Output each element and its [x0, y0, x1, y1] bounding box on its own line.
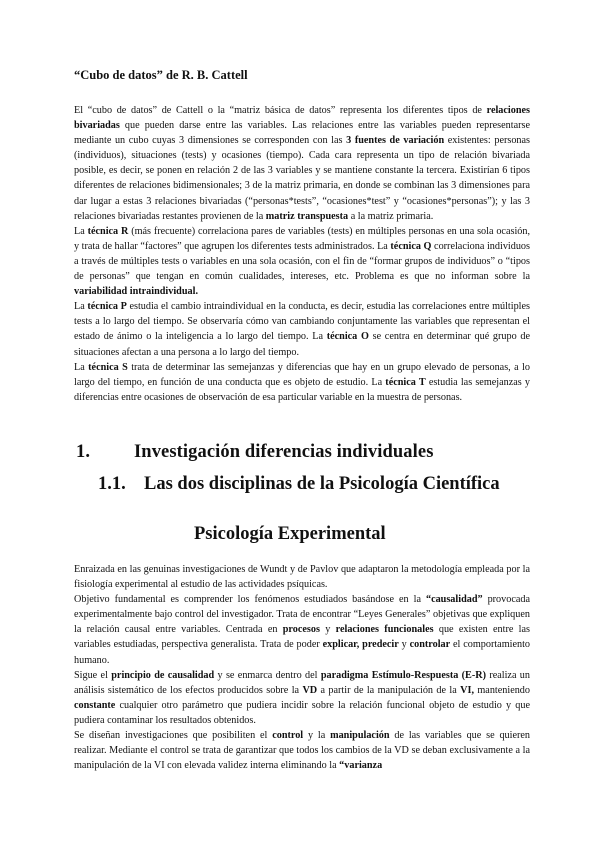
- bold-term: técnica S: [88, 361, 128, 373]
- paragraph: [74, 668, 530, 728]
- bold-term: paradigma Estímulo-Respuesta (E-R): [320, 669, 486, 681]
- text-run: y: [319, 624, 336, 636]
- heading-number: 1.: [76, 442, 91, 462]
- cattell-cube-text: [74, 103, 530, 405]
- subheading-number: 1.1.: [98, 474, 126, 494]
- paragraph: [74, 360, 530, 405]
- text-run: y la: [303, 730, 331, 742]
- text-run: La: [74, 361, 89, 373]
- bold-term: control: [272, 730, 304, 742]
- text-run: La: [74, 225, 88, 237]
- bold-term: variabilidad intraindividual.: [74, 286, 198, 298]
- heading-level-1: [76, 442, 434, 463]
- bold-term: relaciones bivariadas: [74, 105, 530, 132]
- text-run: Se diseñan investigaciones que posibiliten el: [74, 730, 273, 742]
- text-run: se centra en determinar qué grupo de situaciones afectan a una persona a lo largo del tiempo.: [74, 331, 531, 358]
- text-run: estudia las semejanzas y diferencias entre ocasiones de observación de esa particular variable en la muestra de personas.: [74, 376, 530, 403]
- text-run: Objetivo fundamental es comprender los fenómenos estudiados basándose en la: [74, 594, 426, 606]
- paragraph: [74, 562, 530, 592]
- text-run: que pueden darse entre las variables. Las relaciones entre las variables pueden representarse mediante un cubo cuyas 3 dimensiones se corresponden con las: [74, 120, 530, 147]
- paragraph: [74, 224, 530, 299]
- paragraph: [74, 299, 530, 359]
- subheading-text: Las dos disciplinas de la Psicología Científica: [144, 474, 500, 494]
- bold-term: matriz transpuesta: [265, 210, 349, 222]
- bold-term: “varianza: [339, 760, 383, 772]
- bold-term: técnica T: [385, 376, 426, 388]
- bold-term: principio de causalidad: [111, 669, 215, 681]
- text-run: y se enmarca dentro del: [214, 669, 321, 681]
- text-run: manteniendo: [474, 684, 530, 696]
- text-run: Enraizada en las genuinas investigaciones de Wundt y de Pavlov que adaptaron la metodología empleada por la fisiología experimental al estudio de las actividades psíquicas.: [74, 564, 530, 591]
- bold-term: relaciones funcionales: [335, 624, 434, 636]
- text-run: provocada experimentalmente bajo control del investigador. Trata de encontrar “Leyes Generales” objetivas que expliquen la relación causal entre variables. Centrada en: [74, 594, 531, 636]
- text-run: Sigue el: [74, 669, 112, 681]
- bold-term: técnica Q: [390, 240, 432, 252]
- paragraph: [74, 592, 530, 667]
- text-run: trata de determinar las semejanzas y diferencias que hay en un grupo elevado de personas, a lo largo del tiempo, en función de una conducta que es objeto de estudio. La: [74, 361, 530, 388]
- bold-term: explicar, predecir: [322, 639, 399, 651]
- bold-term: técnica R: [87, 225, 129, 237]
- bold-term: VD: [302, 684, 318, 696]
- text-run: a la matriz primaria.: [348, 210, 434, 222]
- paragraph: [74, 103, 530, 224]
- heading-level-3: Psicología Experimental: [194, 524, 386, 544]
- text-run: correlaciona individuos a través de múltiples tests o variables en una sola ocasión, con el fin de “formar grupos de individuos” o “tipos de personas” que tengan en común cualidades, intereses, etc. Problema es que no informan sobre la: [74, 240, 530, 283]
- section-title: “Cubo de datos” de R. B. Cattell: [74, 68, 248, 82]
- text-run: el comportamiento humano.: [74, 639, 531, 666]
- bold-term: técnica P: [87, 301, 127, 313]
- bold-term: 3 fuentes de variación: [346, 135, 445, 147]
- experimental-psychology-text: [74, 562, 530, 773]
- bold-term: controlar: [409, 639, 451, 651]
- heading-level-2: [98, 471, 538, 497]
- heading-text: Investigación diferencias individuales: [134, 442, 434, 462]
- bold-term: “causalidad”: [425, 594, 483, 606]
- text-run: de las variables que se quieren realizar. Mediante el control se trata de garantizar que todos los cambios de la VD se deban exclusivamente a la manipulación de la VI con elevada validez interna eliminando la: [74, 730, 530, 772]
- bold-term: VI,: [460, 684, 474, 696]
- text-run: realiza un análisis sistemático de los efectos producidos sobre la: [74, 669, 530, 696]
- text-run: (más frecuente) correlaciona pares de variables (tests) en múltiples personas en una sola ocasión, y trata de hallar “factores” que agrupen los diferentes tests administrados. La: [74, 225, 531, 252]
- bold-term: procesos: [282, 624, 320, 636]
- bold-term: manipulación: [330, 730, 390, 742]
- text-run: que existen entre las variables estudiadas, perspectiva generalista. Trata de poder: [74, 624, 530, 651]
- bold-term: técnica O: [326, 331, 369, 343]
- text-run: El “cubo de datos” de Cattell o la “matriz básica de datos” representa los diferentes tipos de: [74, 105, 487, 116]
- paragraph: [74, 728, 530, 773]
- text-run: estudia el cambio intraindividual en la conducta, es decir, estudia las correlaciones entre múltiples tests a lo largo del tiempo. Se observaría cómo van cambiando conjuntamente las variables que representan el estado de ánimo o la inteligencia a lo largo del tiempo. La: [74, 301, 530, 343]
- text-run: La: [74, 301, 88, 313]
- bold-term: constante: [74, 699, 116, 711]
- text-run: cualquier otro parámetro que pudiera incidir sobre la relación funcional objeto de estudio y que pudiera contaminar los resultados obtenidos.: [74, 699, 530, 726]
- text-run: y: [398, 639, 410, 651]
- text-run: a partir de la manipulación de la: [317, 684, 461, 696]
- text-run: existentes: personas (individuos), situaciones (tests) y ocasiones (tiempo). Cada cara representa un tipo de relación bivariada posible, es decir, se ponen en relación 2 de las 3 variables y se mantiene constante la tercera. Existirían 6 tipos diferentes de relaciones bidimensionales; 3 de la matriz primaria, en donde se combinan las 3 dimensiones para dar lugar a estas 3 relaciones bivariadas (“personas*tests”, “ocasiones*test” y “ocasiones*personas”); y las 3 relaciones bivariadas restantes provienen de la: [74, 135, 530, 222]
